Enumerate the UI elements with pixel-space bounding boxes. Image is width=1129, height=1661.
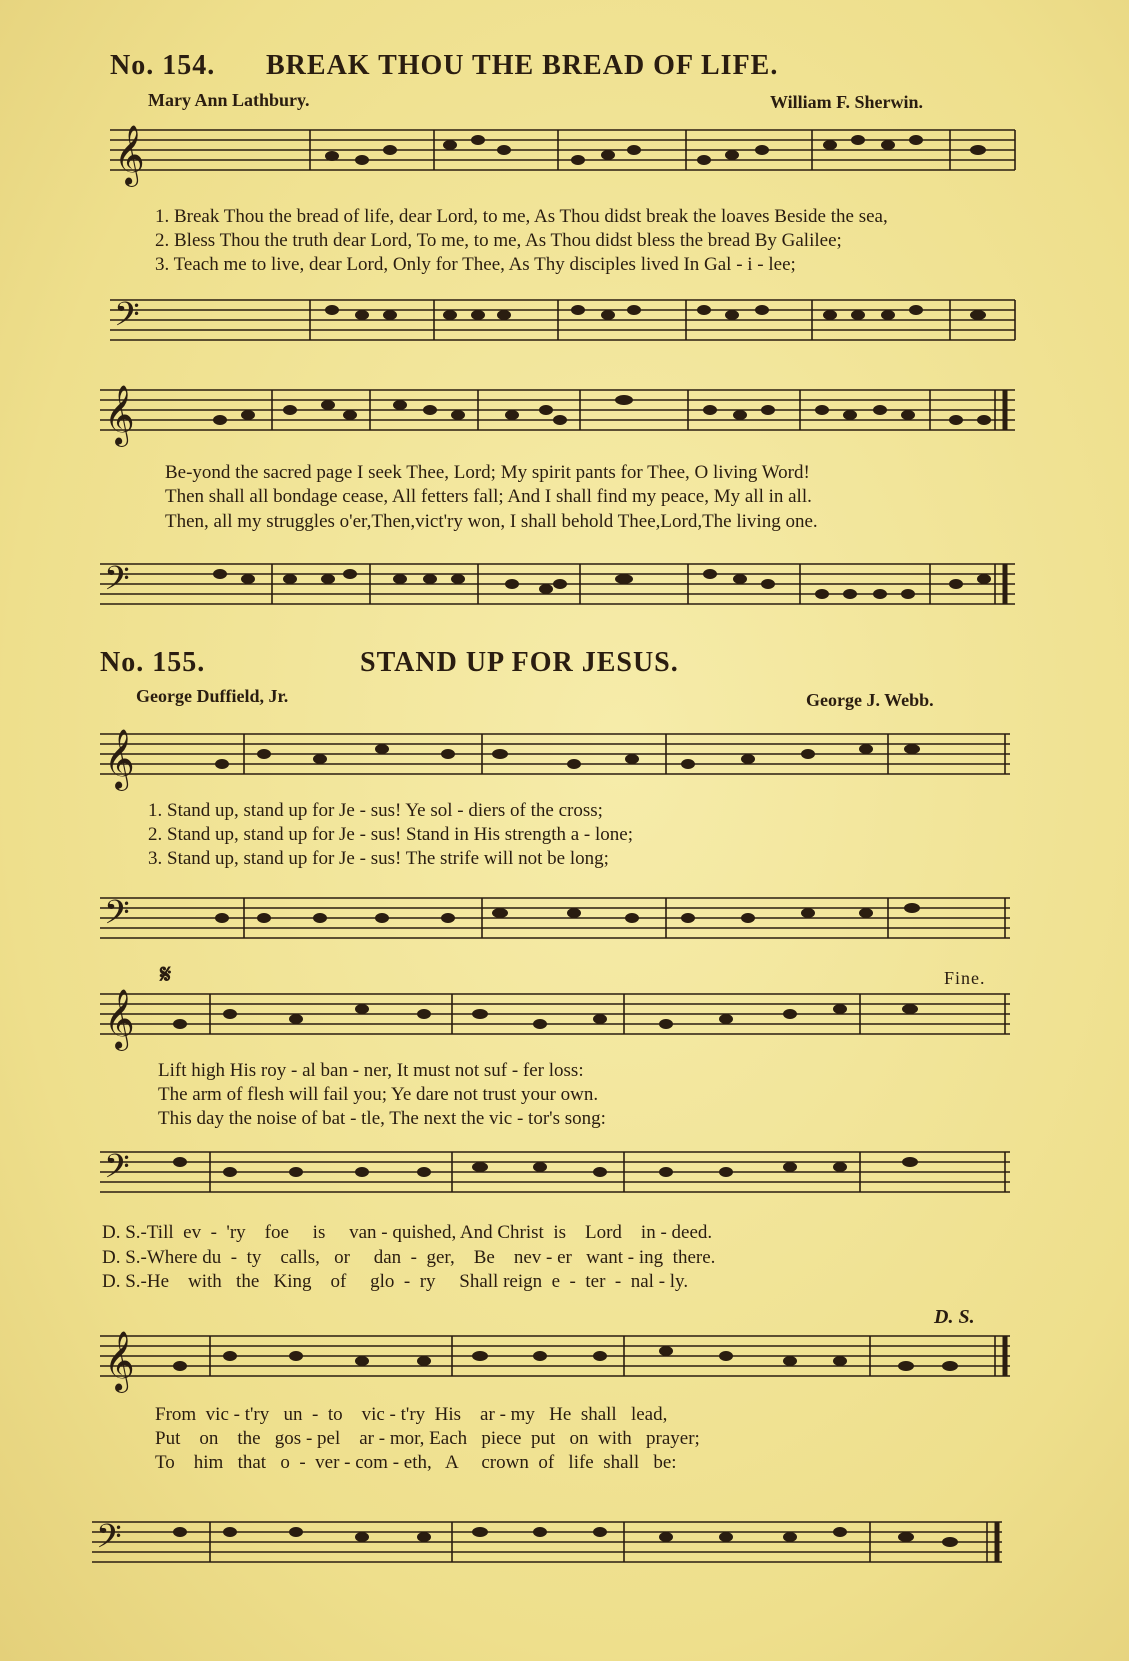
hymn-154-system-1-bass-staff (100, 296, 1020, 356)
svg-text:𝄢: 𝄢 (104, 1148, 130, 1194)
hymn-155-system-2-verse-1: Lift high His roy - al ban - ner, It must not suf - fer loss: (158, 1060, 584, 1081)
hymn-154-system-1-verse-3: 3. Teach me to live, dear Lord, Only for Thee, As Thy disciples lived In Gal - i - lee; (155, 254, 796, 275)
svg-text:𝄢: 𝄢 (104, 560, 130, 606)
hymn-155-system-3-verse-1: From vic - t'ry un - to vic - t'ry His ar - my He shall lead, (155, 1404, 668, 1425)
hymn-154-system-2-bass-staff (100, 560, 1020, 620)
hymn-155-number: No. 155. (100, 647, 206, 678)
svg-text:𝄢: 𝄢 (96, 1518, 122, 1564)
hymn-155-author: George Duffield, Jr. (136, 686, 289, 706)
hymn-154-system-2-verse-2: Then shall all bondage cease, All fetters fall; And I shall find my peace, My all in all. (165, 486, 812, 507)
hymn-155-system-1-treble-staff (100, 730, 1020, 790)
hymn-155-ds-line-2: D. S.-Where du - ty calls, or dan - ger, Be nev - er want - ing there. (102, 1247, 716, 1268)
hymn-155-system-1-verse-2: 2. Stand up, stand up for Je - sus! Stand in His strength a - lone; (148, 824, 633, 845)
hymn-155-system-3-verse-2: Put on the gos - pel ar - mor, Each piece put on with prayer; (155, 1428, 700, 1449)
hymn-154-system-2-verse-1: Be-yond the sacred page I seek Thee, Lord; My spirit pants for Thee, O living Word! (165, 462, 810, 483)
hymn-155-system-3-bass-staff (92, 1518, 1012, 1578)
svg-text:𝄢: 𝄢 (104, 894, 130, 940)
hymn-154-system-1-treble-staff (100, 126, 1020, 186)
hymn-154-composer: William F. Sherwin. (770, 92, 924, 112)
svg-text:𝄞: 𝄞 (104, 1331, 135, 1391)
hymn-155-system-2-verse-3: This day the noise of bat - tle, The next the vic - tor's song: (158, 1108, 606, 1129)
hymn-155-system-2-treble-staff (100, 990, 1020, 1050)
hymn-155-ds-line-3: D. S.-He with the King of glo - ry Shall reign e - ter - nal - ly. (102, 1271, 689, 1292)
hymn-154-system-2-verse-3: Then, all my struggles o'er,Then,vict'ry won, I shall behold Thee,Lord,The living one. (165, 511, 818, 532)
fine-label: Fine. (944, 968, 986, 988)
svg-text:𝄢: 𝄢 (114, 296, 140, 342)
svg-text:𝄞: 𝄞 (104, 729, 135, 789)
ds-label: D. S. (934, 1306, 975, 1328)
segno-sign: 𝄋 (160, 960, 172, 989)
svg-text:𝄞: 𝄞 (104, 989, 135, 1049)
hymn-154-system-1-verse-1: 1. Break Thou the bread of life, dear Lord, to me, As Thou didst break the loaves Beside the sea, (155, 206, 888, 227)
hymn-154-system-1-verse-2: 2. Bless Thou the truth dear Lord, To me, to me, As Thou didst bless the bread By Galilee; (155, 230, 842, 251)
hymn-155-system-3-treble-staff (100, 1332, 1020, 1392)
hymn-154-number: No. 154. (110, 50, 216, 81)
hymn-155-system-1-verse-1: 1. Stand up, stand up for Je - sus! Ye sol - diers of the cross; (148, 800, 603, 821)
hymn-155-ds-line-1: D. S.-Till ev - 'ry foe is van - quished, And Christ is Lord in - deed. (102, 1222, 713, 1243)
hymn-154-title: BREAK THOU THE BREAD OF LIFE. (266, 50, 779, 81)
hymn-155-composer: George J. Webb. (806, 690, 934, 710)
svg-text:𝄞: 𝄞 (104, 385, 135, 445)
hymn-155-system-1-bass-staff (100, 894, 1020, 954)
svg-text:𝄞: 𝄞 (114, 125, 145, 185)
hymn-155-title: STAND UP FOR JESUS. (360, 647, 679, 678)
hymn-154-system-2-treble-staff (100, 386, 1020, 446)
hymn-155-system-3-verse-3: To him that o - ver - com - eth, A crown of life shall be: (155, 1452, 677, 1473)
hymn-155-system-1-verse-3: 3. Stand up, stand up for Je - sus! The strife will not be long; (148, 848, 609, 869)
hymn-155-system-2-verse-2: The arm of flesh will fail you; Ye dare not trust your own. (158, 1084, 599, 1105)
hymn-155-system-2-bass-staff (100, 1148, 1020, 1208)
hymn-154-author: Mary Ann Lathbury. (148, 90, 310, 110)
